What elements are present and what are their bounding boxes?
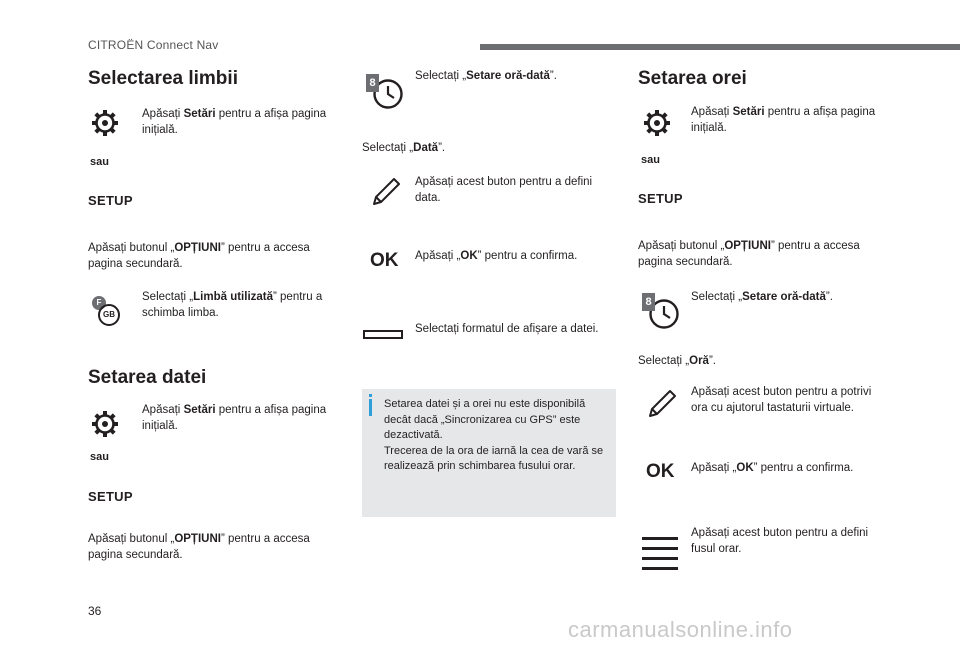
or-label: sau xyxy=(90,451,109,463)
clock-badge: 8 xyxy=(642,293,655,311)
timezone-menu-icon xyxy=(642,537,678,570)
setup-button-label: SETUP xyxy=(88,193,133,208)
paragraph-options-3: Apăsați butonul „OPȚIUNI” pentru a accesa pagina secundară. xyxy=(638,240,860,268)
paragraph-language: Selectați „Limbă utilizată” pentru a schimba limba. xyxy=(142,291,323,319)
paragraph-select-time: Selectați „Oră”. xyxy=(638,355,716,367)
clock-settings-icon xyxy=(366,74,406,110)
or-label: sau xyxy=(641,154,660,166)
paragraph-settings-1: Apăsați Setări pentru a afișa pagina inițială. xyxy=(142,108,327,136)
paragraph-confirm-date: Apăsați „OK” pentru a confirma. xyxy=(415,250,578,262)
pencil-icon xyxy=(370,176,402,208)
or-label: sau xyxy=(90,156,109,168)
clock-settings-icon xyxy=(642,293,682,331)
flag-top-badge: F xyxy=(92,296,106,310)
paragraph-select-datetime-2: Selectați „Setare oră-dată”. xyxy=(691,291,833,303)
paragraph-select-datetime: Selectați „Setare oră-dată”. xyxy=(415,70,557,82)
ok-button-label: OK xyxy=(646,461,675,482)
setup-button-label: SETUP xyxy=(88,489,133,504)
paragraph-settings-3: Apăsați Setări pentru a afișa pagina inițială. xyxy=(691,106,876,134)
section-title-language: Selectarea limbii xyxy=(88,68,238,89)
paragraph-options-1: Apăsați butonul „OPȚIUNI” pentru a accesa pagina secundară. xyxy=(88,242,310,270)
pencil-icon xyxy=(646,388,678,420)
paragraph-confirm-time: Apăsați „OK” pentru a confirma. xyxy=(691,462,854,474)
section-title-date: Setarea datei xyxy=(88,367,207,388)
format-bar-icon xyxy=(363,330,403,339)
gear-icon xyxy=(90,409,120,439)
paragraph-timezone: Apăsați acest buton pentru a defini fusul orar. xyxy=(691,527,869,555)
clock-badge: 8 xyxy=(366,74,379,92)
watermark: carmanualsonline.info xyxy=(568,617,793,642)
language-flag-icon xyxy=(92,296,122,326)
gear-icon xyxy=(90,108,120,138)
paragraph-settings-2: Apăsați Setări pentru a afișa pagina inițială. xyxy=(142,404,327,432)
setup-button-label: SETUP xyxy=(638,191,683,206)
paragraph-define-date: Apăsați acest buton pentru a defini data. xyxy=(415,176,593,204)
paragraph-set-time: Apăsați acest buton pentru a potrivi ora cu ajutorul tastaturii virtuale. xyxy=(691,386,872,414)
paragraph-date-format: Selectați formatul de afișare a datei. xyxy=(415,323,599,335)
paragraph-options-2: Apăsați butonul „OPȚIUNI” pentru a accesa pagina secundară. xyxy=(88,533,310,561)
page-number: 36 xyxy=(88,604,102,618)
info-icon xyxy=(369,399,372,416)
info-note-text: Setarea datei și a orei nu este disponibilă decât dacă „Sincronizarea cu GPS” este dezactivată. Trecerea de la ora de iarnă la cea de vară se realizează prin schimbarea fusului orar. xyxy=(384,398,604,472)
paragraph-select-date: Selectați „Dată”. xyxy=(362,142,446,154)
ok-button-label: OK xyxy=(370,250,399,271)
section-title-time: Setarea orei xyxy=(638,68,747,89)
info-icon-dot xyxy=(369,394,372,397)
header-title: CITROËN Connect Nav xyxy=(88,38,219,52)
gear-icon xyxy=(642,108,672,138)
header-bar xyxy=(480,44,960,50)
flag-bottom-badge: GB xyxy=(98,304,120,326)
